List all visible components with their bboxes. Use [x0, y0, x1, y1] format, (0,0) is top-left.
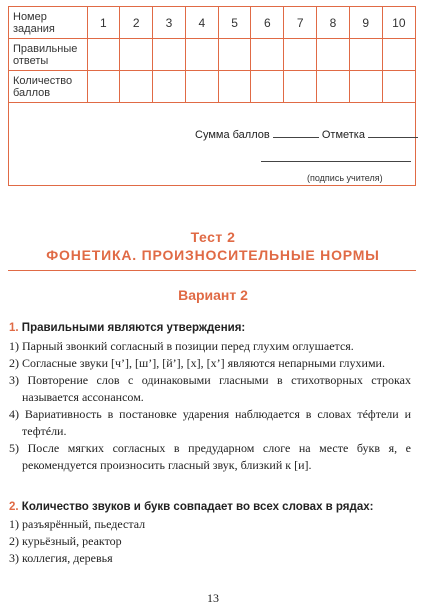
task-number-cell: 5 — [218, 7, 251, 39]
question-1-heading — [9, 322, 245, 334]
task-number-cell: 9 — [349, 7, 382, 39]
answer-cell[interactable] — [153, 39, 186, 71]
task-number-cell: 7 — [284, 7, 317, 39]
table-row — [9, 39, 415, 71]
list-item: 2) курьёзный, реактор — [9, 534, 122, 548]
page-number: 13 — [207, 591, 219, 605]
sum-label: Сумма баллов — [195, 129, 270, 141]
points-cell[interactable] — [382, 71, 415, 103]
answer-cell[interactable] — [382, 39, 415, 71]
question-2-options — [9, 516, 411, 567]
signature-caption: (подпись учителя) — [307, 173, 383, 183]
signature-line[interactable] — [261, 161, 411, 162]
task-number-cell: 8 — [317, 7, 350, 39]
row-label-task-number: Номер задания — [9, 7, 87, 39]
answer-cell[interactable] — [284, 39, 317, 71]
divider — [8, 270, 416, 271]
answer-cell[interactable] — [120, 39, 153, 71]
task-number-cell: 6 — [251, 7, 284, 39]
list-item: 4) Вариативность в постановке ударения наблюдается в словах тéфтели и тефтéли. — [9, 407, 411, 438]
test-title: ФОНЕТИКА. ПРОИЗНОСИТЕЛЬНЫЕ НОРМЫ — [46, 247, 380, 263]
question-prompt: Количество звуков и букв совпадает во всех словах в рядах: — [21, 501, 374, 513]
sum-and-mark-line — [195, 129, 418, 141]
list-item: 2) Согласные звуки [ч’], [ш’], [й’], [х], [х’] являются непарными глухими. — [9, 356, 385, 370]
list-item: 1) разъярённый, пьедестал — [9, 517, 146, 531]
mark-label: Отметка — [321, 129, 365, 141]
mark-blank[interactable] — [368, 137, 418, 138]
variant-heading: Вариант 2 — [178, 287, 248, 303]
points-cell[interactable] — [218, 71, 251, 103]
score-table — [9, 7, 415, 103]
answer-cell[interactable] — [349, 39, 382, 71]
points-cell[interactable] — [120, 71, 153, 103]
answer-cell[interactable] — [251, 39, 284, 71]
answer-cell[interactable] — [218, 39, 251, 71]
task-number-cell: 1 — [87, 7, 120, 39]
points-cell[interactable] — [153, 71, 186, 103]
answer-cell[interactable] — [185, 39, 218, 71]
row-label-points: Количество баллов — [9, 71, 87, 103]
answer-cell[interactable] — [87, 39, 120, 71]
task-number-cell: 3 — [153, 7, 186, 39]
task-number-cell: 2 — [120, 7, 153, 39]
points-cell[interactable] — [317, 71, 350, 103]
question-1-options — [9, 338, 411, 474]
question-prompt: Правильными являются утверждения: — [21, 322, 246, 334]
table-row — [9, 7, 415, 39]
answer-cell[interactable] — [317, 39, 350, 71]
score-table-box — [8, 6, 416, 186]
list-item: 3) Повторение слов с одинаковыми гласными в стихотворных строках называется ассонансом. — [9, 373, 411, 404]
points-cell[interactable] — [251, 71, 284, 103]
list-item: 1) Парный звонкий согласный в позиции перед глухим оглушается. — [9, 339, 354, 353]
points-cell[interactable] — [185, 71, 218, 103]
task-number-cell: 4 — [185, 7, 218, 39]
row-label-correct-answers: Правильные ответы — [9, 39, 87, 71]
task-number-cell: 10 — [382, 7, 415, 39]
question-2-heading — [9, 501, 373, 513]
points-cell[interactable] — [284, 71, 317, 103]
question-number: 2. — [9, 501, 19, 513]
list-item: 5) После мягких согласных в предударном слоге на месте букв я, е рекомендуется произносить гласный звук, близкий к [и]. — [9, 441, 411, 472]
table-row — [9, 71, 415, 103]
question-number: 1. — [9, 322, 19, 334]
test-number: Тест 2 — [190, 229, 236, 245]
points-cell[interactable] — [87, 71, 120, 103]
sum-blank[interactable] — [273, 137, 319, 138]
list-item: 3) коллегия, деревья — [9, 551, 113, 565]
points-cell[interactable] — [349, 71, 382, 103]
